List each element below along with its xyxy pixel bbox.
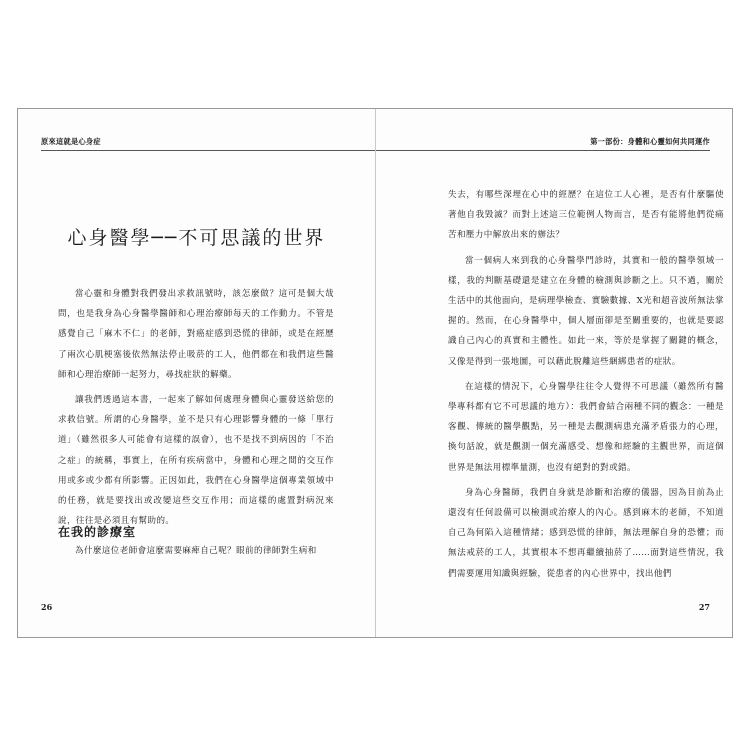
paragraph: 身為心身醫師，我們自身就是診斷和治療的儀器，因為目前為止還沒有任何設備可以檢測或治療人的內心。感到麻木的老師，不知道自己為何陷入這種情緒；感到恐慌的律師，無法理解自身的恐懼；而無法戒菸的工人，其實根本不想再繼續抽菸了……面對這些情況，我們需要運用知識與經驗，從患者的內心世界中，找出他們 xyxy=(448,487,724,579)
body-text xyxy=(58,284,334,531)
right-page xyxy=(376,109,733,637)
chapter-title: 心身醫學──不可思議的世界 xyxy=(67,227,326,249)
page-number: 27 xyxy=(698,602,710,612)
header-rule xyxy=(376,150,710,151)
paragraph: 失去，有哪些深埋在心中的經歷？在這位工人心裡，是否有什麼驅使著他自我毀滅？而對上述這三位範例人物而言，是否有能將他們從痛苦和壓力中解放出來的辦法？ xyxy=(448,190,724,241)
paragraph: 在這樣的情況下，心身醫學往往令人覺得不可思議（雖然所有醫學專科都有它不可思議的地方）：我們會結合兩種不同的觀念：一種是客觀、傳統的醫學觀點，另一種是去觀測病患充滿矛盾張力的心理，換句話說，就是觀測一個充滿感受、想像和經驗的主觀世界，而這個世界是無法用標準量測，也沒有絕對的對或錯。 xyxy=(448,381,724,473)
left-page xyxy=(18,109,375,637)
paragraph: 讓我們透過這本書，一起來了解如何處理身體與心靈發送給您的求救信號。所謂的心身醫學，並不是只有心理影響身體的一條「單行道」（雖然很多人可能會有這樣的誤會），也不是找不到病因的「不治之症」的統稱，事實上，在所有疾病當中，身體和心理之間的交互作用或多或少都有所影響。正因如此，我們在心身醫學這個專業領域中的任務，就是要找出或改變這些交互作用；而這樣的處置對病況來說，往往是必須且有幫助的。 xyxy=(58,395,334,527)
running-header: 第一部份：身體和心靈如何共同運作 xyxy=(590,137,710,146)
page-number: 26 xyxy=(41,602,53,612)
body-text xyxy=(448,185,724,584)
paragraph: 為什麼這位老師會這麼需要麻痺自己呢？眼前的律師對生病和 xyxy=(75,546,317,556)
book-spread xyxy=(17,108,733,638)
running-header: 原來這就是心身症 xyxy=(41,137,101,146)
paragraph: 當心靈和身體對我們發出求救訊號時，該怎麼做？這可是個大哉問，也是我身為心身醫學醫師和心理治療師每天的工作動力。不管是感覺自己「麻木不仁」的老師，對癌症感到恐慌的律師，或是在經歷了兩次心肌梗塞後依然無法停止吸菸的工人，他們都在和我們這些醫師和心理治療師一起努力，尋找症狀的解藥。 xyxy=(58,289,334,380)
section-body xyxy=(58,541,334,561)
header-rule xyxy=(41,150,375,151)
paragraph: 當一個病人來到我的心身醫學門診時，其實和一般的醫學領域一樣，我的判斷基礎還是建立在身體的檢測與診斷之上。只不過，關於生活中的其他面向，是病理學檢查、實驗數據、X光和超音波所無法掌握的。然而，在心身醫學中，個人層面卻是至關重要的，也就是要認識自己內心的真實和主體性。如此一來，等於是掌握了關鍵的概念，又像是得到一張地圖，可以藉此脫離這些綑綁患者的症狀。 xyxy=(448,255,724,367)
section-heading: 在我的診療室 xyxy=(58,525,137,539)
